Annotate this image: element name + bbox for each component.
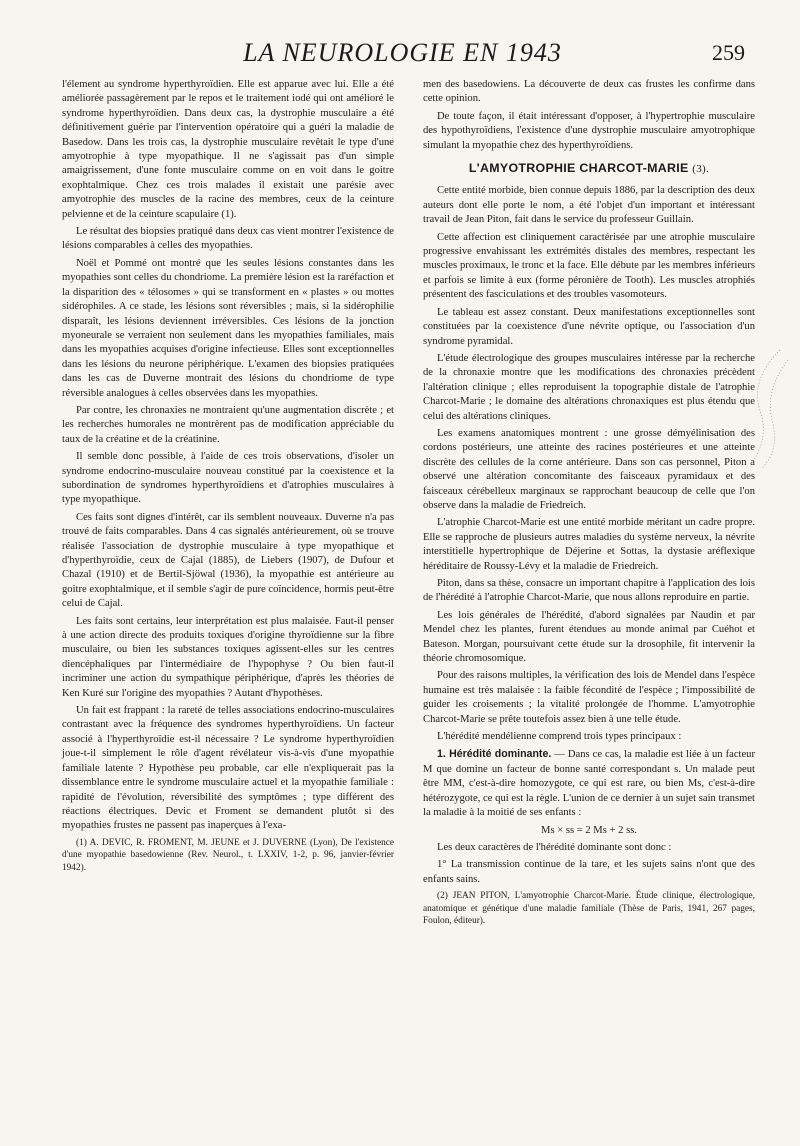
paragraph: Pour des raisons multiples, la vérification des lois de Mendel dans l'espèce humaine est très malaisée : la faible fécondité de l'espèce ; l'impossibilité de guider les croisements ; la vitalité prolongée de l'homme. L'amyotrophie Charcot-Marie se prête toutefois assez bien à une telle étude.	[423, 670, 755, 725]
paragraph: l'élement au syndrome hyperthyroïdien. Elle est apparue avec lui. Elle a été améliorée passagèrement par le repos et le traitement iodé qui ont amélioré le syndrome hyperthyroïdien. Dans deux cas, la dystrophie musculaire a été définitivement guérie par l'intervention opératoire qui a guéri la maladie de Basedow. Dans les trois cas, la dystrophie musculaire revêtait le type d'une amyotrophie à type myopathique. Il ne s'agissait pas d'un simple amaigrissement, d'une fonte musculaire comme on en voit dans le goitre exophtalmique. Chez ces trois malades il existait une parésie avec amyotrophie des muscles de la racine des membres, ceux de la ceinture pelvienne et de la ceinture scapulaire (1).	[62, 79, 394, 220]
paragraph: Cette affection est cliniquement caractérisée par une atrophie musculaire progressive envahissant les extrémités distales des membres, respectant les muscles proximaux, le tronc et la face. Elle débute par les membres inférieurs et parfois se limite à eux (forme péronière de Tooth). Les muscles atrophiés présentent des fasciculations et des troubles vasomoteurs.	[423, 231, 755, 301]
paragraph: Noël et Pommé ont montré que les seules lésions constantes dans les myopathies sont celles du chondriome. La première lésion est la raréfaction et la disparition des « télosomes » qui se transforment en « plastes » ou mottes sidérophiles. A ce stade, les lésions sont réversibles ; mais, si la sidérophilie disparaît, les lésions deviennent irréversibles. Ces lésions de la jonction myoneurale se verraient non seulement dans les myopathies familiales, mais dans les myopathies acquises d'origine infectieuse. Elles sont exceptionnelles dans les lésions du neurone périphérique. L'examen des biopsies pratiquées dans les cas de Duverne montrait des lésions du chondriome de type réversible analogues à celles observées dans les myopathies.	[62, 257, 394, 399]
formula: Ms × ss = 2 Ms + 2 ss.	[541, 824, 637, 836]
paragraph: Ces faits sont dignes d'intérêt, car ils semblent nouveaux. Duverne n'a pas trouvé de faits comparables. Dans 4 cas signalés antérieurement, où se trouve réalisée l'association de dystrophie musculaire à type myopathique et d'hyperthyroïdie, ceux de Cajal (1885), de Liebers (1907), de Dufour et Chazal (1910) et de Bertil-Sjöwal (1936), la myopathie est antérieure au goitre exophtalmique, et il semble s'agir de pure coïncidence, hormis peut-être celui de Cajal.	[62, 511, 394, 610]
section-title	[423, 161, 755, 176]
paragraph: Cette entité morbide, bien connue depuis 1886, par la description des deux auteurs dont elle porte le nom, a été l'objet d'un important et intéressant travail de Jean Piton, fait dans le service du professeur Guillain.	[423, 185, 755, 226]
left-column	[62, 78, 394, 877]
page-header	[60, 38, 745, 72]
paragraph: Il semble donc possible, à l'aide de ces trois observations, d'isoler un syndrome endocrino-musculaire nouveau constitué par la coexistence et la subordination de syndromes hyperthyroïdiens et d'atrophies musculaires à type myopathique.	[62, 451, 394, 506]
paragraph: Par contre, les chronaxies ne montraient qu'une augmentation discrète ; et les recherches humorales ne montrèrent pas de modification appréciable du taux de la créatine et de la créatinine.	[62, 404, 394, 445]
section-footnote-ref: (3).	[692, 163, 710, 176]
footnote: (2) JEAN PITON, L'amyotrophie Charcot-Marie. Étude clinique, électrologique, anatomique et génétique d'une maladie familiale (Thèse de Paris, 1941, 267 pages, Foulon, éditeur).	[423, 891, 755, 926]
paragraph: De toute façon, il était intéressant d'opposer, à l'hypertrophie musculaire des hypothyroïdiens, l'existence d'une dystrophie musculaire amyotrophique simulant la myopathie chez des hyperthyroïdiens.	[423, 110, 755, 151]
paragraph: 1° La transmission continue de la tare, et les sujets sains n'ont que des enfants sains.	[423, 859, 755, 885]
paragraph: Les deux caractères de l'hérédité dominante sont donc :	[437, 841, 672, 853]
paragraph: Le tableau est assez constant. Deux manifestations exceptionnelles sont constituées par la coexistence d'une névrite optique, ou l'association d'un syndrome pyramidal.	[423, 306, 755, 347]
footnote: (1) A. DEVIC, R. FROMENT, M. JEUNE et J. DUVERNE (Lyon), De l'existence d'une myopathie basedowienne (Rev. Neurol., t. LXXIV, 1-2, p. 96, janvier-février 1942).	[62, 837, 394, 873]
paragraph: Les faits sont certains, leur interprétation est plus malaisée. Faut-il penser à une action directe des produits toxiques d'origine thyroïdienne sur la fibre musculaire, ou bien les substances toxiques agissent-elles sur les centres diencéphaliques par l'intermédiaire de l'hypophyse ? Ou bien faut-il incriminer une action du sympathique périphérique, d'après les théories de Ken Kuré sur l'origine des myopathies ? Autant d'hypothèses.	[62, 615, 394, 699]
running-title: LA NEUROLOGIE EN 1943	[243, 38, 562, 67]
paragraph: Les lois générales de l'hérédité, d'abord signalées par Naudin et par Mendel chez les plantes, furent étendues au monde animal par Cuéhot et Bateson. Morgan, poursuivant cette étude sur la drosophile, fit intervenir la théorie chromosomique.	[423, 609, 755, 665]
paragraph: L'atrophie Charcot-Marie est une entité morbide méritant un cadre propre. Elle se rapproche de plusieurs autres maladies du système nerveux, la névrite interstitielle hypertrophique de Déjerine et Sottas, la dystasie aréflexique héréditaire de Roussy-Lévy et la maladie de Friedreich.	[423, 517, 755, 572]
section-title-text: L'AMYOTROPHIE CHARCOT-MARIE	[468, 161, 689, 176]
paragraph: men des basedowiens. La découverte de deux cas frustes les confirme dans cette opinion.	[423, 79, 755, 105]
paragraph: L'hérédité mendélienne comprend trois types principaux :	[437, 731, 682, 743]
library-stamp-mark	[740, 340, 792, 470]
dominance-text: — Dans ce cas, la maladie est liée à un facteur M que domine un facteur de bonne santé correspondant s. Un malade peut être MM, c'est-à-dire homozygote, ce qui est rare, ou bien Ms, c'est-à-dire hétérozygote, ce qui est la règle. L'union de ce dernier à un sujet sain transmet la maladie à la moitié de ses enfants :	[423, 749, 755, 819]
paragraph: Un fait est frappant : la rareté de telles associations endocrino-musculaires contrastant avec la fréquence des syndromes hyperthyroïdiens. Un facteur associé à l'hyperthyroïdie est-il nécessaire ? Le syndrome hyperthyroïdien joue-t-il simplement le rôle d'agent révélateur vis-à-vis d'une myopathie familiale latente ? Hypothèse peu probable, car elle n'expliquerait pas la dissemblance entre le syndrome musculaire actuel et la myopathie familiale : rapidité de l'évolution, réversibilité des symptômes ; type différent des réactions électriques. Devic et Froment se demandent plutôt si des myopathies frustes ne passent pas inaperçues à l'exa-	[62, 705, 394, 832]
page-number: 259	[712, 40, 745, 65]
paragraph: Piton, dans sa thèse, consacre un important chapitre à l'application des lois de l'hérédité à l'atrophie Charcot-Marie, que nous allons reproduire en partie.	[423, 578, 755, 604]
paragraph	[423, 747, 755, 820]
paragraph: L'étude électrologique des groupes musculaires intéresse par la recherche de la chronaxie montre que les modifications des chronaxies précèdent l'altération clinique ; elles reproduisent la topographie distale de l'atrophie Charcot-Marie ; le domaine des altérations chronaxiques est plus étendu que celui des altérations cliniques.	[423, 352, 755, 422]
paragraph: Le résultat des biopsies pratiqué dans deux cas vient montrer l'existence de lésions comparables à celles des myopathies.	[62, 226, 394, 252]
paragraph: Les examens anatomiques montrent : une grosse démyélinisation des cordons postérieurs, une atteinte des racines postérieures et une atteinte discrète des cellules de la corne antérieure. Dans son cas personnel, Piton a observé une altération concomitante des faisceaux pyramidaux et des faisceaux cérébelleux marginaux se rapprochant beaucoup de celle que l'on observe dans la maladie de Friedreich.	[423, 427, 755, 511]
right-column	[423, 78, 755, 930]
dominance-heading: 1. Hérédité dominante.	[437, 748, 552, 761]
